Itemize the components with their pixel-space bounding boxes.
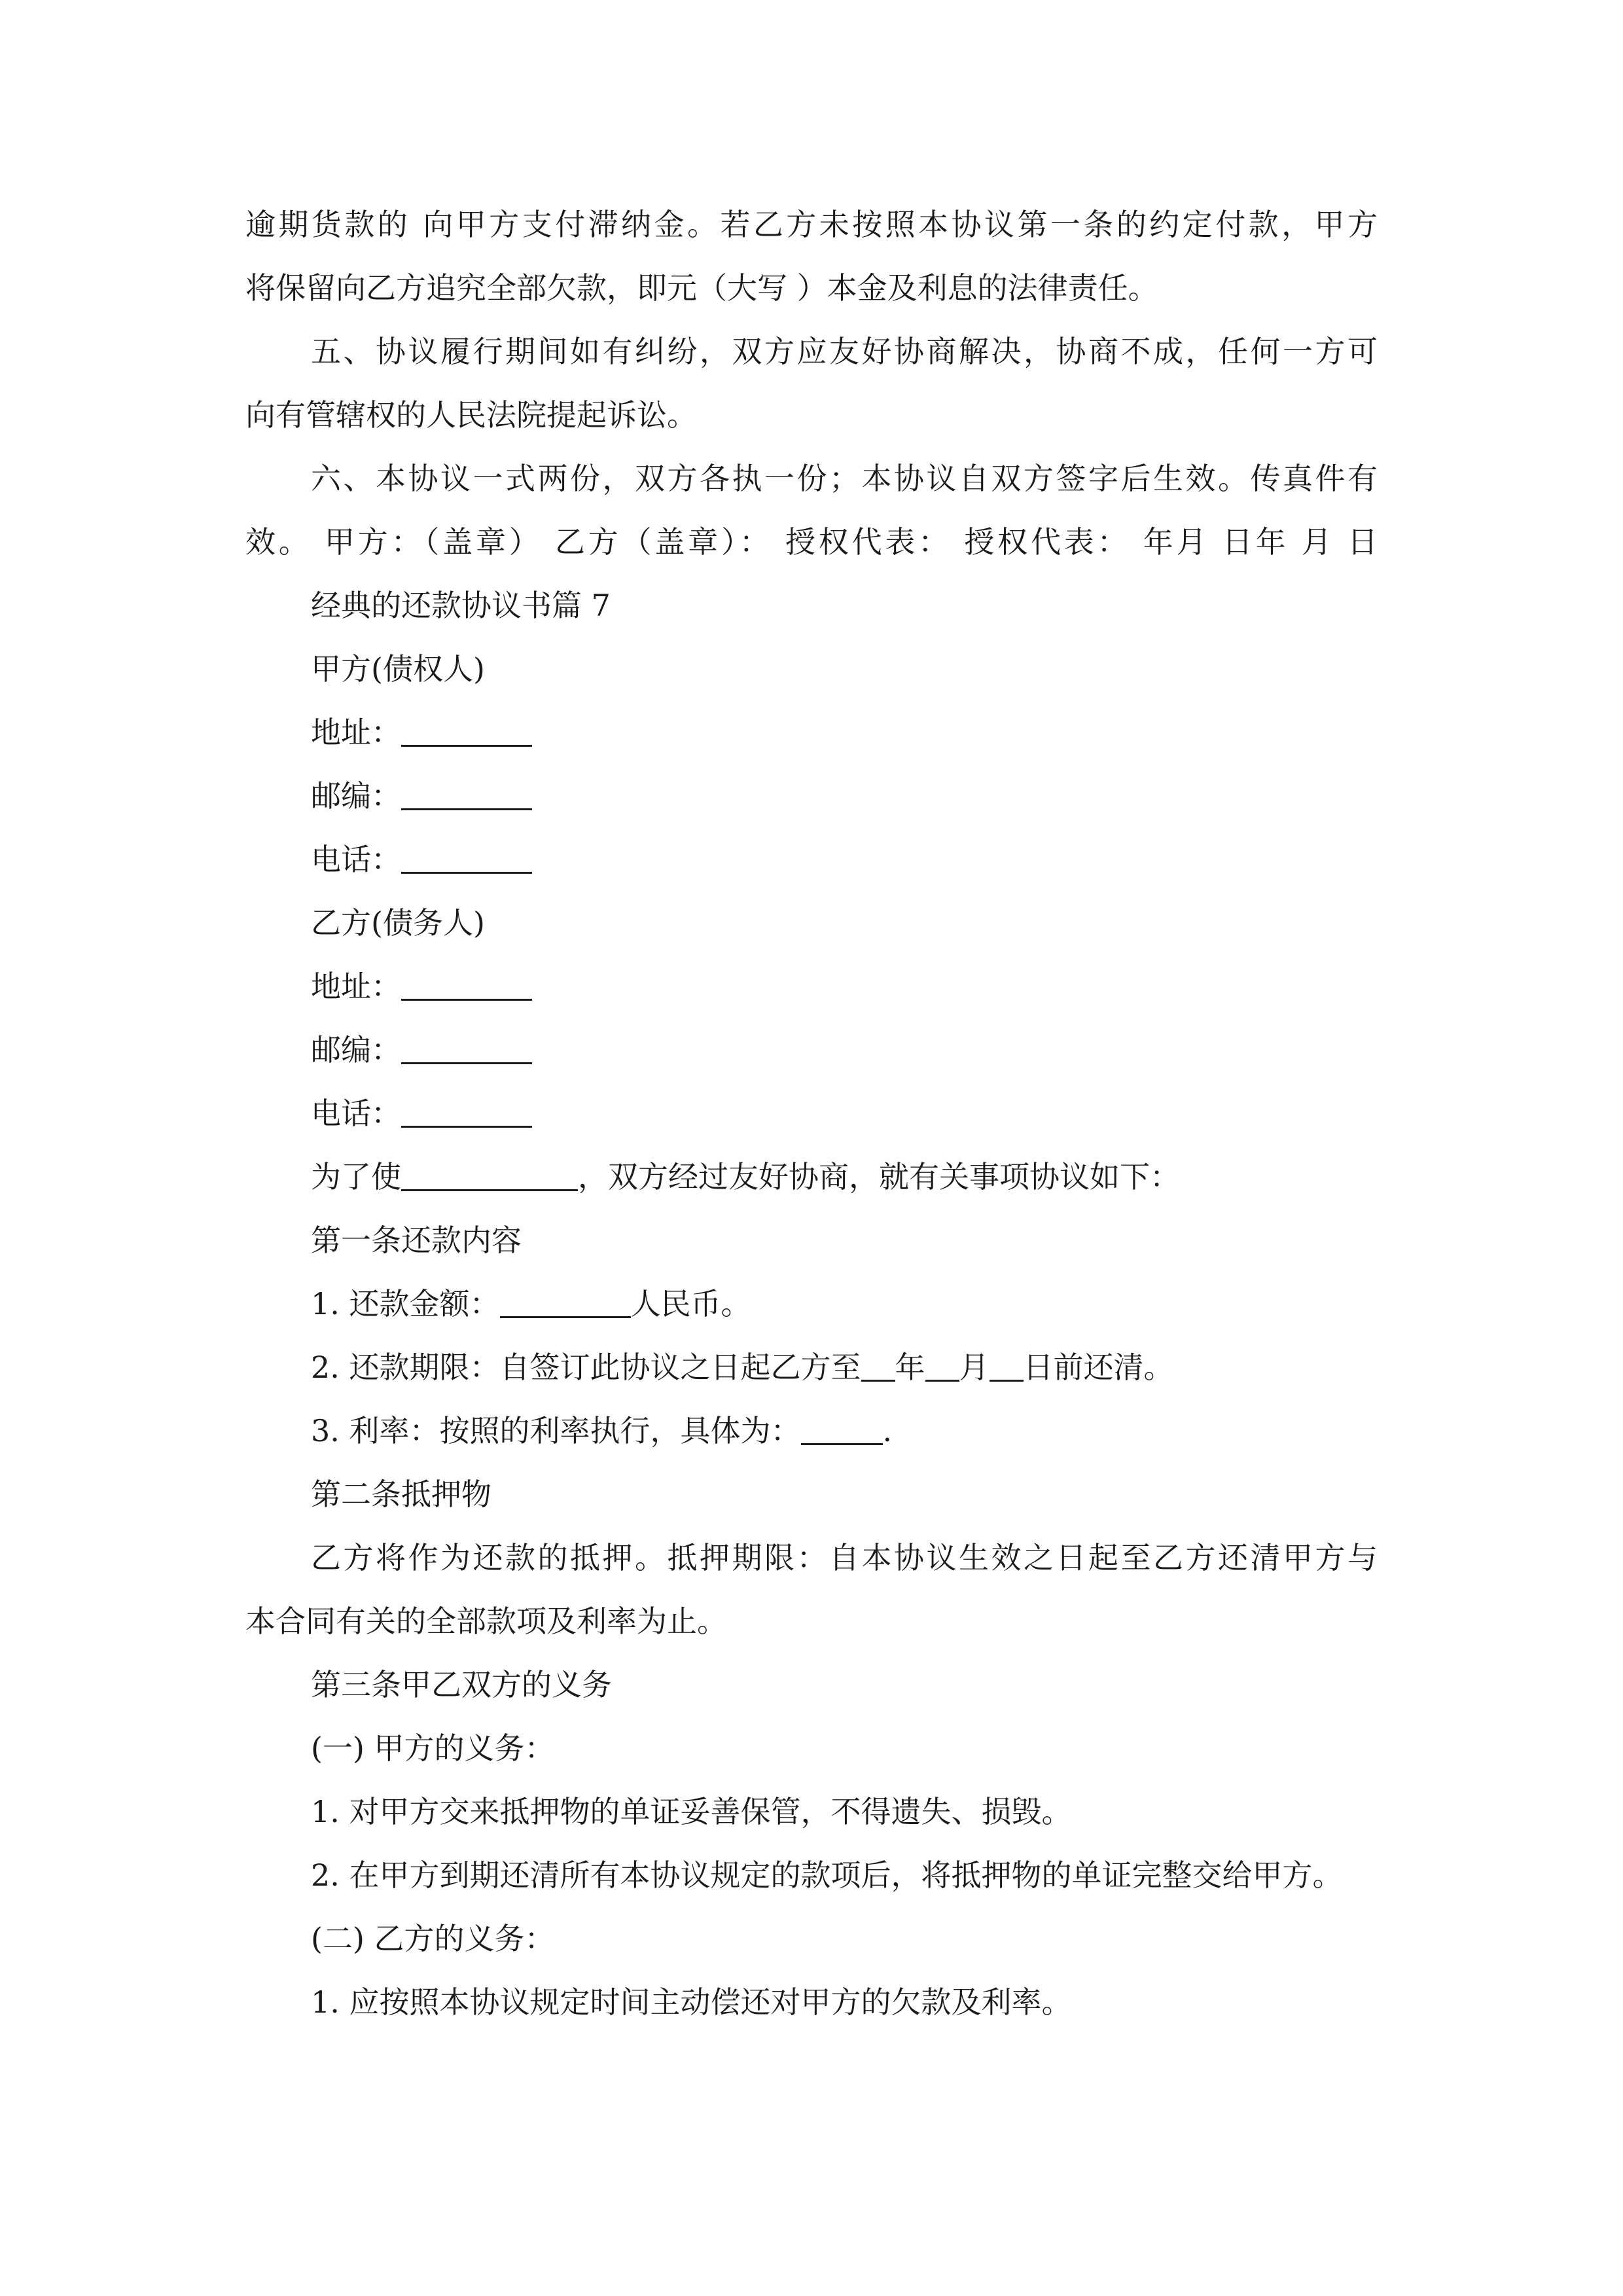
text-line: 乙方将作为还款的抵押。抵押期限：自本协议生效之日起至乙方还清甲方与 (311, 1540, 1378, 1575)
address-blank[interactable] (401, 715, 532, 747)
party-b-postcode: 邮编： (311, 1029, 532, 1071)
phone-blank[interactable] (401, 1096, 532, 1128)
text-line: 六、本协议一式两份，双方各执一份；本协议自双方签字后生效。传真件有 (311, 461, 1378, 496)
year-blank[interactable] (861, 1350, 895, 1382)
day-blank[interactable] (990, 1350, 1024, 1382)
party-b-address: 地址： (311, 965, 532, 1007)
list-item: 2. 在甲方到期还清所有本协议规定的款项后，将抵押物的单证完整交给甲方。 (311, 1857, 1343, 1893)
list-item: 1. 对甲方交来抵押物的单证妥善保管，不得遗失、损毁。 (311, 1794, 1072, 1829)
postcode-blank[interactable] (401, 778, 532, 810)
article-2-title: 第二条抵押物 (311, 1477, 491, 1512)
address-blank[interactable] (401, 969, 532, 1001)
month-blank[interactable] (925, 1350, 959, 1382)
phone-blank[interactable] (401, 842, 532, 874)
party-b-heading: 乙方(债务人) (311, 905, 485, 941)
party-a-address: 地址： (311, 711, 532, 753)
text-line: 将保留向乙方追究全部欠款，即元（大写 ）本金及利息的法律责任。 (245, 270, 1158, 306)
party-b-phone: 电话： (311, 1092, 532, 1134)
purpose-line: 为了使 ，双方经过友好协商，就有关事项协议如下： (311, 1159, 1180, 1194)
text-line: 本合同有关的全部款项及利率为止。 (245, 1604, 727, 1639)
postcode-blank[interactable] (401, 1032, 532, 1064)
party-a-phone: 电话： (311, 838, 532, 880)
repayment-term: 2. 还款期限：自签订此协议之日起乙方至 年 月 日前还清。 (311, 1350, 1174, 1385)
text-line: 五、协议履行期间如有纠纷，双方应友好协商解决，协商不成，任何一方可 (311, 334, 1378, 369)
party-a-postcode: 邮编： (311, 775, 532, 817)
article-3-title: 第三条甲乙双方的义务 (311, 1667, 612, 1702)
list-item: 1. 应按照本协议规定时间主动偿还对甲方的欠款及利率。 (311, 1984, 1072, 2020)
party-a-duties-heading: (一) 甲方的义务： (311, 1731, 555, 1766)
signature-line: 效。 甲方：（盖章） 乙方（盖章）： 授权代表： 授权代表： 年月 日年 月 日 (245, 524, 1378, 560)
section-title: 经典的还款协议书篇 7 (311, 588, 611, 623)
text-line: 逾期货款的 向甲方支付滞纳金。若乙方未按照本协议第一条的约定付款，甲方 (245, 207, 1378, 242)
repayment-amount: 1. 还款金额： 人民币。 (311, 1286, 751, 1321)
article-1-title: 第一条还款内容 (311, 1223, 522, 1258)
interest-rate: 3. 利率：按照的利率执行，具体为： . (311, 1413, 893, 1448)
party-a-heading: 甲方(债权人) (311, 651, 485, 687)
amount-blank[interactable] (500, 1286, 631, 1318)
text-line: 向有管辖权的人民法院提起诉讼。 (245, 397, 697, 433)
rate-blank[interactable] (801, 1413, 883, 1445)
party-b-duties-heading: (二) 乙方的义务： (311, 1921, 555, 1956)
purpose-blank[interactable] (401, 1159, 578, 1191)
